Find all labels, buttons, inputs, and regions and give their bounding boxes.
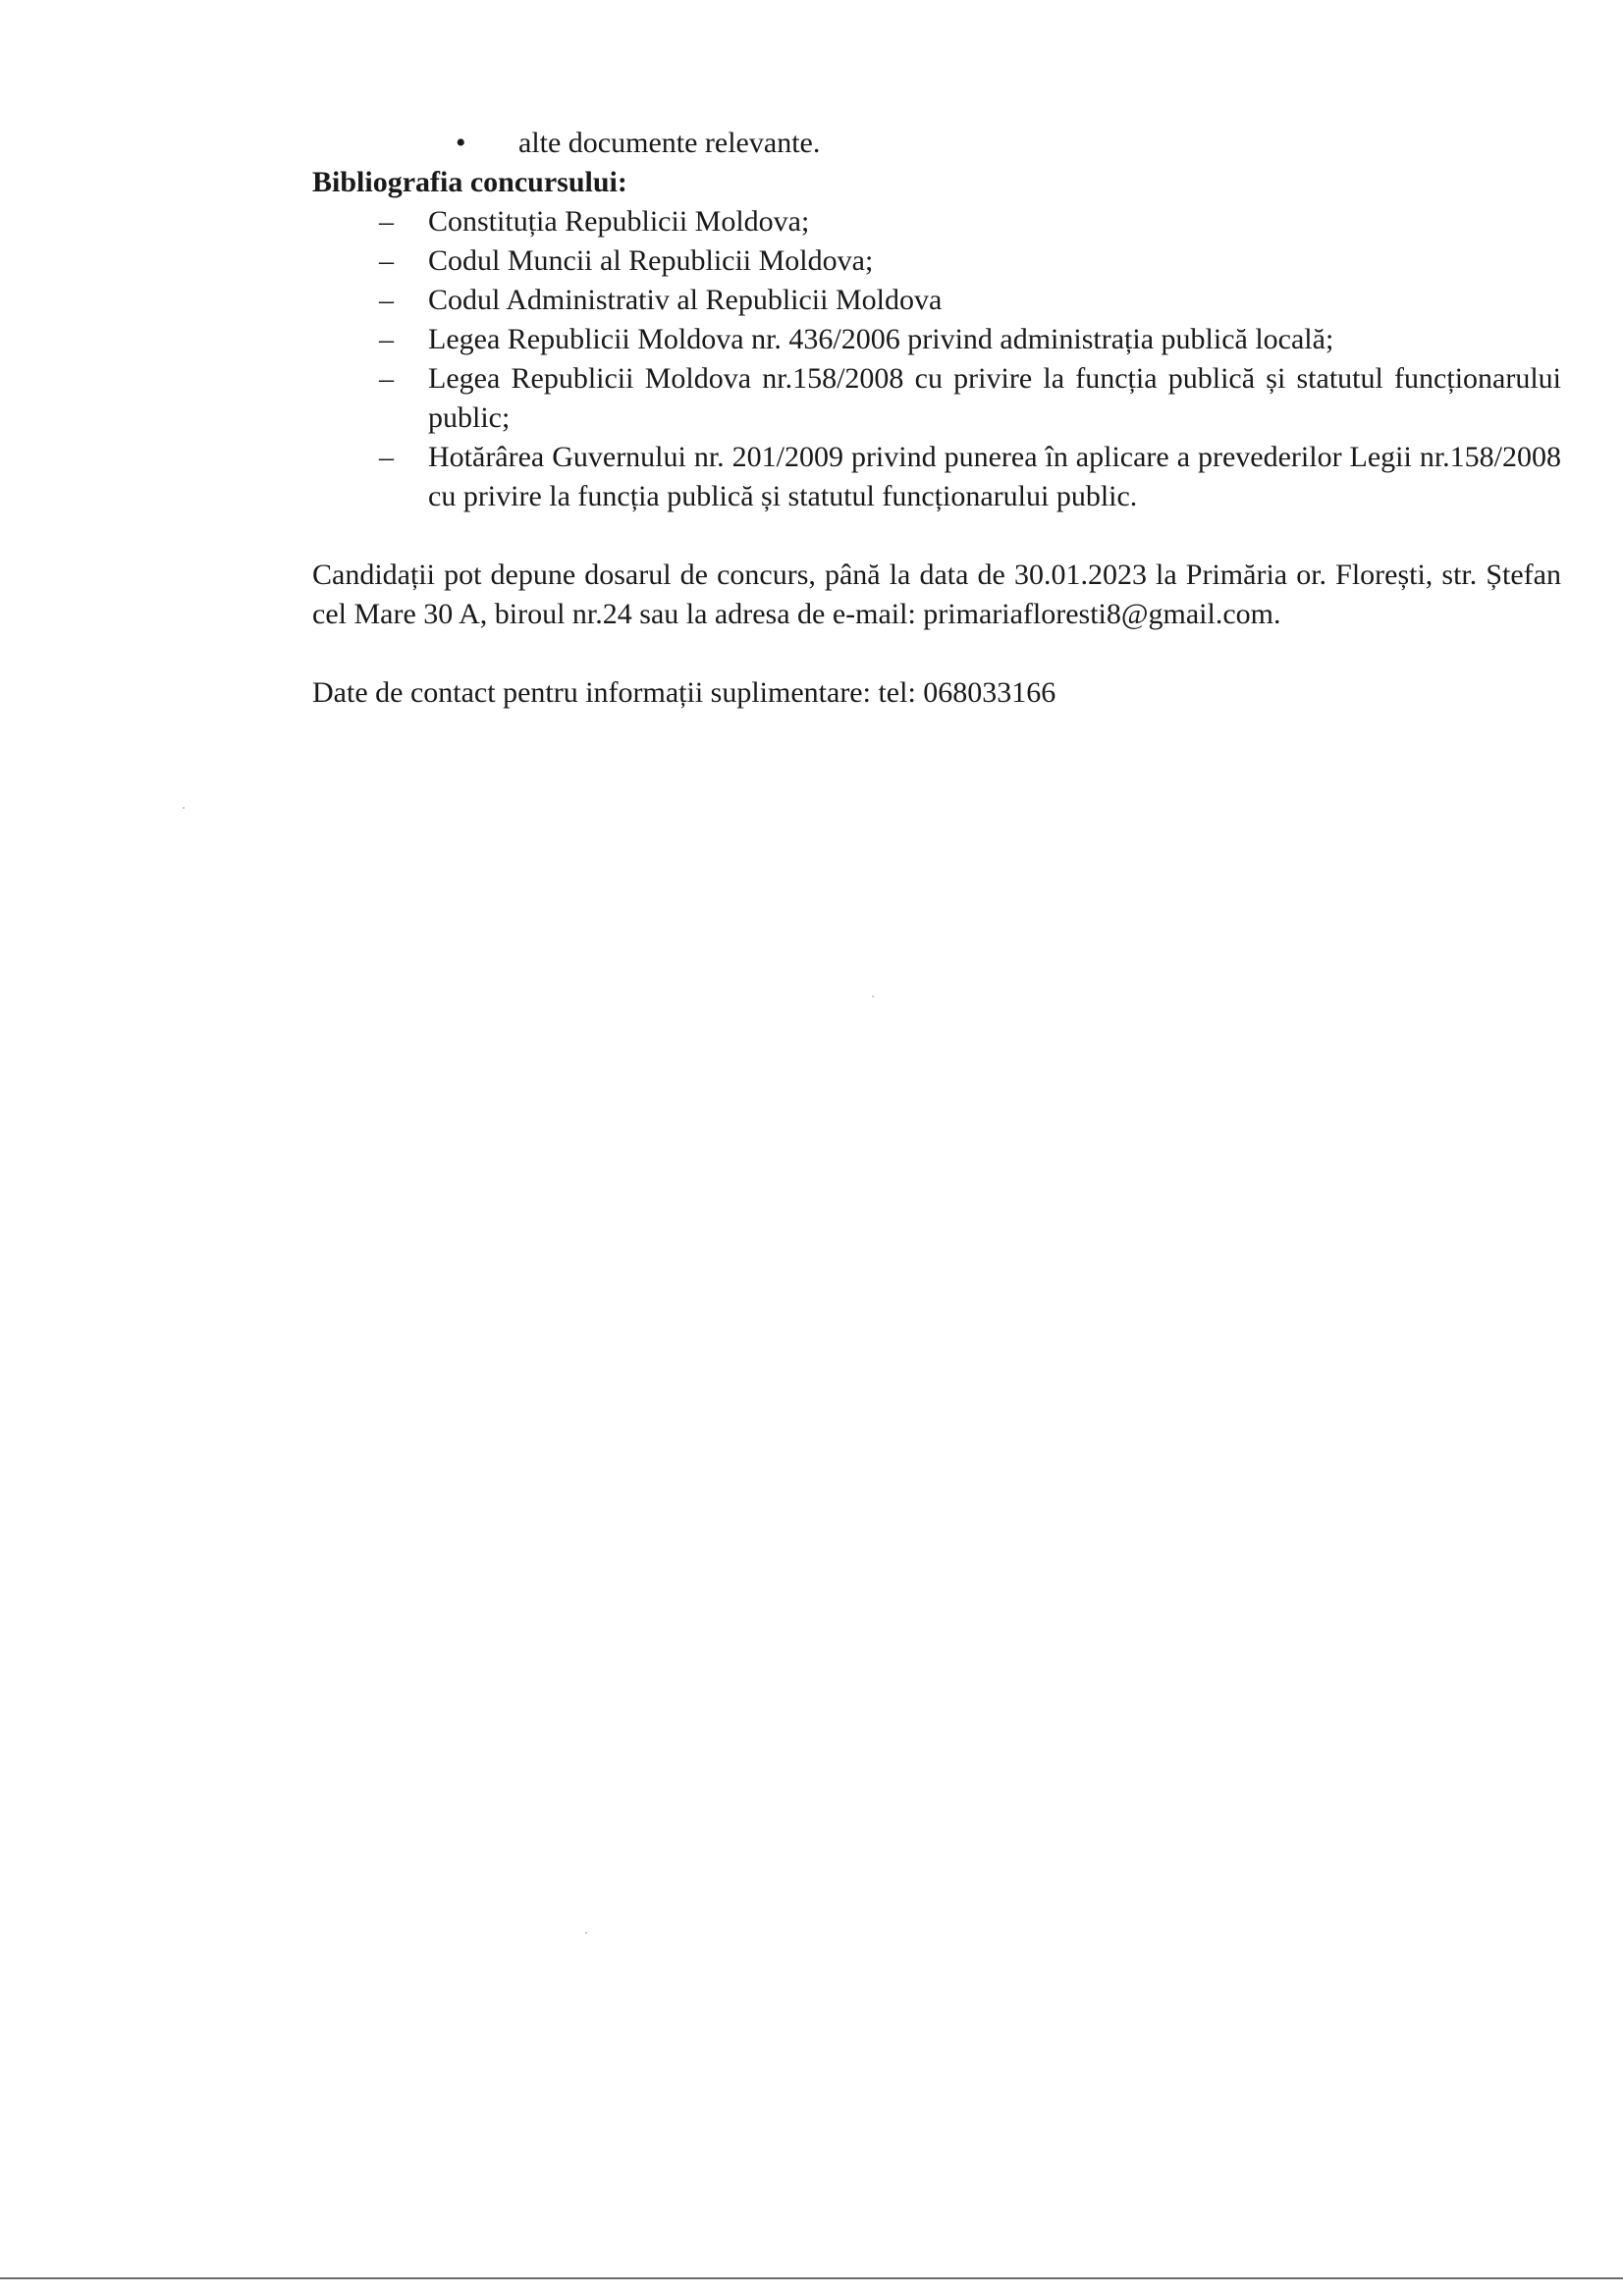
document-body bbox=[312, 124, 1561, 713]
scan-speck bbox=[585, 1932, 587, 1934]
bibliography-heading: Bibliografia concursului: bbox=[312, 166, 627, 198]
bibliography-item bbox=[312, 202, 1561, 241]
dash-symbol: – bbox=[379, 244, 394, 277]
bibliography-item bbox=[312, 320, 1561, 359]
dash-symbol: – bbox=[379, 441, 394, 473]
scan-speck bbox=[183, 807, 185, 809]
bibliography-item bbox=[312, 281, 1561, 320]
bibliography-item bbox=[312, 241, 1561, 281]
scan-bottom-edge bbox=[0, 2277, 1623, 2279]
dash-symbol: – bbox=[379, 362, 394, 395]
dash-symbol: – bbox=[379, 284, 394, 316]
bibliography-item-text: Codul Muncii al Republicii Moldova; bbox=[428, 244, 874, 277]
bibliography-list bbox=[312, 202, 1561, 516]
bullet-symbol: • bbox=[456, 127, 466, 159]
scan-speck bbox=[872, 995, 874, 997]
bibliography-item bbox=[312, 438, 1561, 516]
bibliography-item-text: Constituția Republicii Moldova; bbox=[428, 205, 810, 238]
bibliography-item-text: Legea Republicii Moldova nr. 436/2006 privind administrația publică locală; bbox=[428, 323, 1334, 355]
submission-paragraph: Candidații pot depune dosarul de concurs, până la data de 30.01.2023 la Primăria or. Florești, str. Ștefan cel Mare 30 A, biroul nr.24 sau la adresa de e-mail: primariafloresti8@gmail.com. bbox=[312, 559, 1561, 630]
bibliography-item bbox=[312, 359, 1561, 438]
bullet-item bbox=[312, 124, 1561, 163]
dash-symbol: – bbox=[379, 205, 394, 238]
contact-paragraph: Date de contact pentru informații suplimentare: tel: 068033166 bbox=[312, 676, 1056, 709]
bibliography-item-text: Legea Republicii Moldova nr.158/2008 cu privire la funcția publică și statutul funcționarului public; bbox=[428, 362, 1561, 434]
bibliography-item-text: Codul Administrativ al Republicii Moldova bbox=[428, 284, 943, 316]
bullet-item-text: alte documente relevante. bbox=[518, 127, 821, 159]
bibliography-item-text: Hotărârea Guvernului nr. 201/2009 privind punerea în aplicare a prevederilor Legii nr.158/2008 cu privire la funcția publică și statutul funcționarului public. bbox=[428, 441, 1561, 512]
dash-symbol: – bbox=[379, 323, 394, 355]
